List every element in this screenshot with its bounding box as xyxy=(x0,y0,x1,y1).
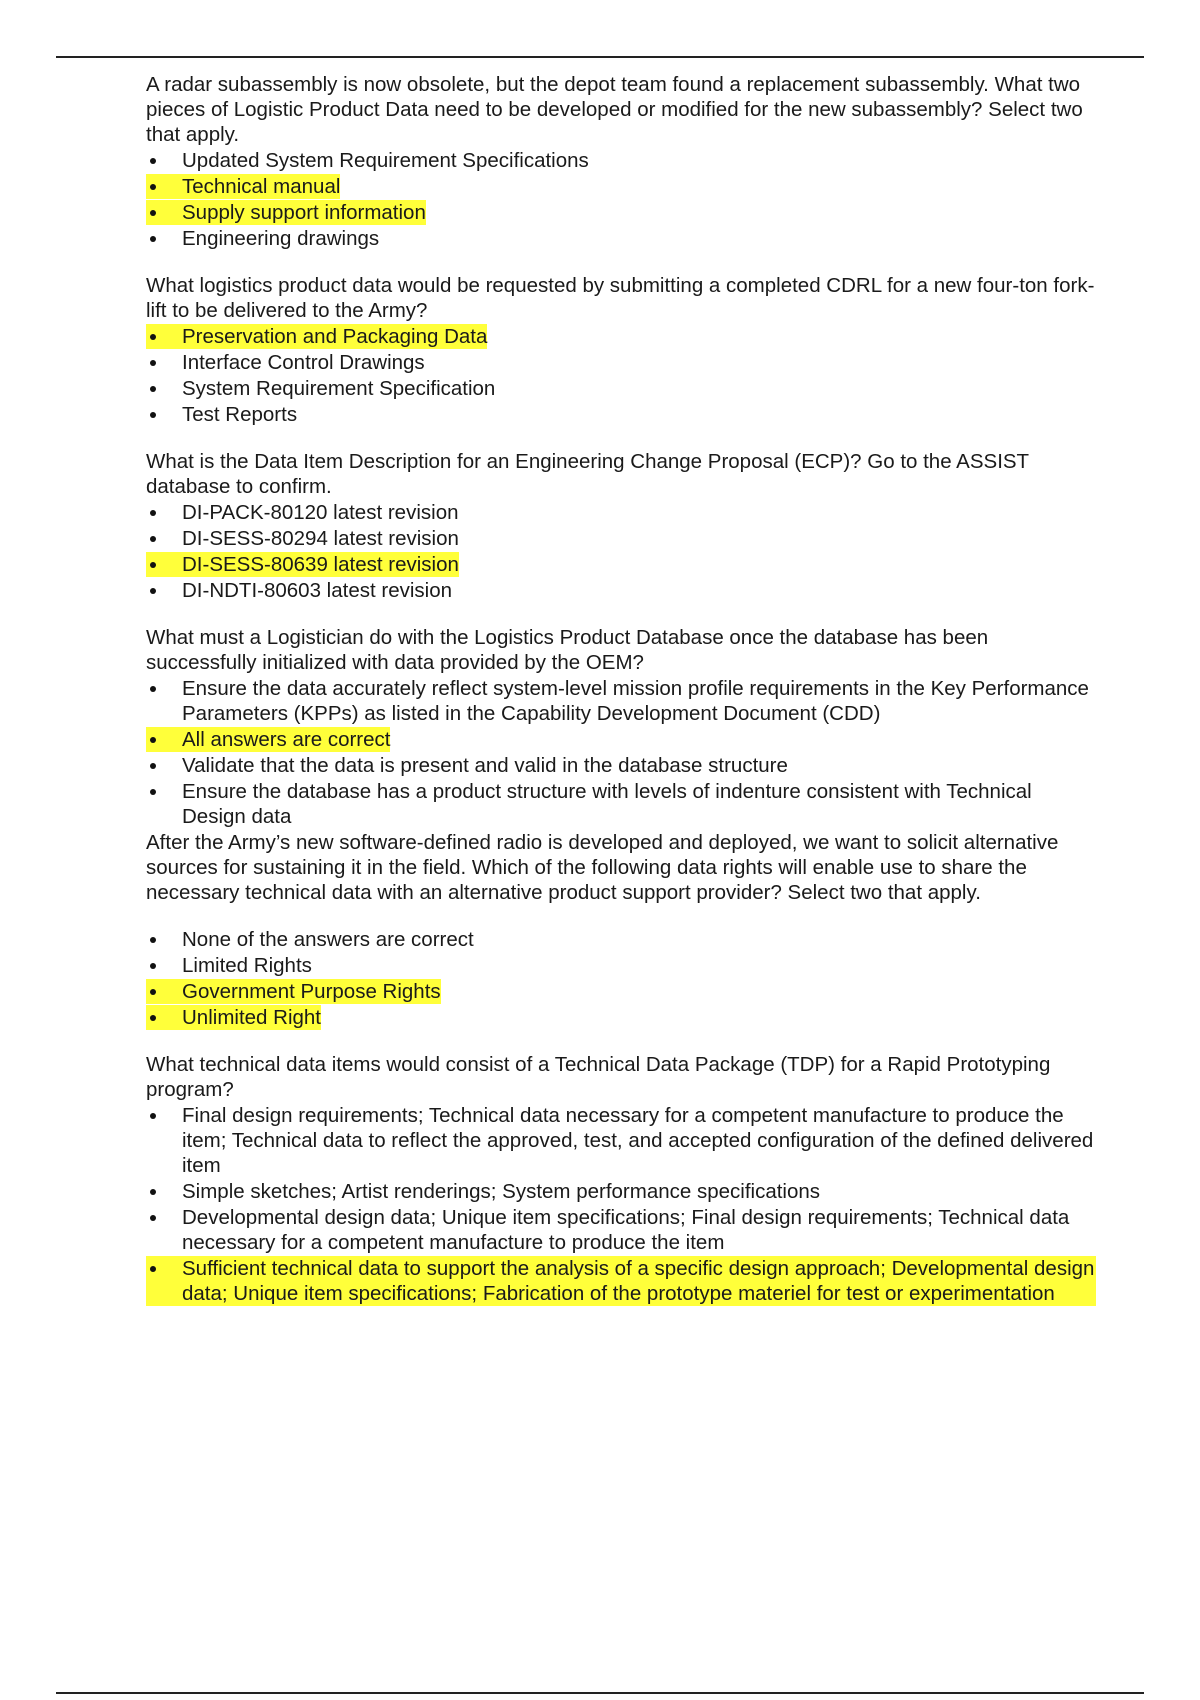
question-text: After the Army’s new software-defined radio is developed and deployed, we want to solicit alternative sources for sustaining it in the field. Which of the following data rights will enable use to share the necessary technical data with an alternative product support provider? Select two that apply. xyxy=(146,831,1059,904)
list-item: Final design requirements; Technical data necessary for a competent manufacture to produce the item; Technical data to reflect the approved, test, and accepted configuration of the defined delivered item xyxy=(182,1104,1094,1177)
list-item: Validate that the data is present and valid in the database structure xyxy=(182,754,788,777)
option-list xyxy=(146,927,1096,1030)
list-item: Simple sketches; Artist renderings; System performance specifications xyxy=(182,1180,821,1203)
list-item: DI-NDTI-80603 latest revision xyxy=(182,579,453,602)
question-text: A radar subassembly is now obsolete, but the depot team found a replacement subassembly. What two pieces of Logistic Product Data need to be developed or modified for the new subassembly? Select two that apply. xyxy=(146,73,1083,146)
question-text: What is the Data Item Description for an Engineering Change Proposal (ECP)? Go to the ASSIST database to confirm. xyxy=(146,450,1029,498)
bottom-rule xyxy=(56,1692,1144,1694)
list-item-highlighted: Government Purpose Rights xyxy=(146,979,441,1004)
list-item-highlighted: Supply support information xyxy=(146,200,426,225)
list-item: DI-PACK-80120 latest revision xyxy=(182,501,459,524)
list-item: Limited Rights xyxy=(182,954,312,977)
question-text: What technical data items would consist of a Technical Data Package (TDP) for a Rapid Prototyping program? xyxy=(146,1053,1051,1101)
list-item: DI-SESS-80294 latest revision xyxy=(182,527,459,550)
question-block xyxy=(146,830,1096,1030)
question-block xyxy=(146,449,1096,603)
list-item-highlighted: Preservation and Packaging Data xyxy=(146,324,487,349)
question-block xyxy=(146,273,1096,427)
list-item: Engineering drawings xyxy=(182,227,380,250)
option-list xyxy=(146,148,1096,251)
question-block xyxy=(146,72,1096,251)
question-block xyxy=(146,1052,1096,1306)
list-item: None of the answers are correct xyxy=(182,928,474,951)
question-block xyxy=(146,625,1096,829)
list-item: Updated System Requirement Specifications xyxy=(182,149,589,172)
list-item-highlighted: Technical manual xyxy=(146,174,340,199)
option-list xyxy=(146,676,1096,829)
list-item-highlighted: DI-SESS-80639 latest revision xyxy=(146,552,459,577)
option-list xyxy=(146,1103,1096,1306)
option-list xyxy=(146,500,1096,603)
list-item-highlighted: Sufficient technical data to support the analysis of a specific design approach; Developmental design data; Unique item specifications; Fabrication of the prototype materiel for test or experimentation xyxy=(146,1256,1096,1306)
list-item: Test Reports xyxy=(182,403,298,426)
list-item-highlighted: All answers are correct xyxy=(146,727,390,752)
top-rule xyxy=(56,56,1144,58)
list-item: Ensure the database has a product structure with levels of indenture consistent with Technical Design data xyxy=(182,780,1032,828)
list-item: System Requirement Specification xyxy=(182,377,496,400)
question-text: What must a Logistician do with the Logistics Product Database once the database has been successfully initialized with data provided by the OEM? xyxy=(146,626,989,674)
document-body xyxy=(146,72,1096,1328)
list-item: Developmental design data; Unique item specifications; Final design requirements; Technical data necessary for a competent manufacture to produce the item xyxy=(182,1206,1070,1254)
list-item: Interface Control Drawings xyxy=(182,351,425,374)
option-list xyxy=(146,324,1096,427)
question-text: What logistics product data would be requested by submitting a completed CDRL for a new four-ton fork-lift to be delivered to the Army? xyxy=(146,274,1095,322)
list-item: Ensure the data accurately reflect system-level mission profile requirements in the Key Performance Parameters (KPPs) as listed in the Capability Development Document (CDD) xyxy=(182,677,1089,725)
list-item-highlighted: Unlimited Right xyxy=(146,1005,321,1030)
